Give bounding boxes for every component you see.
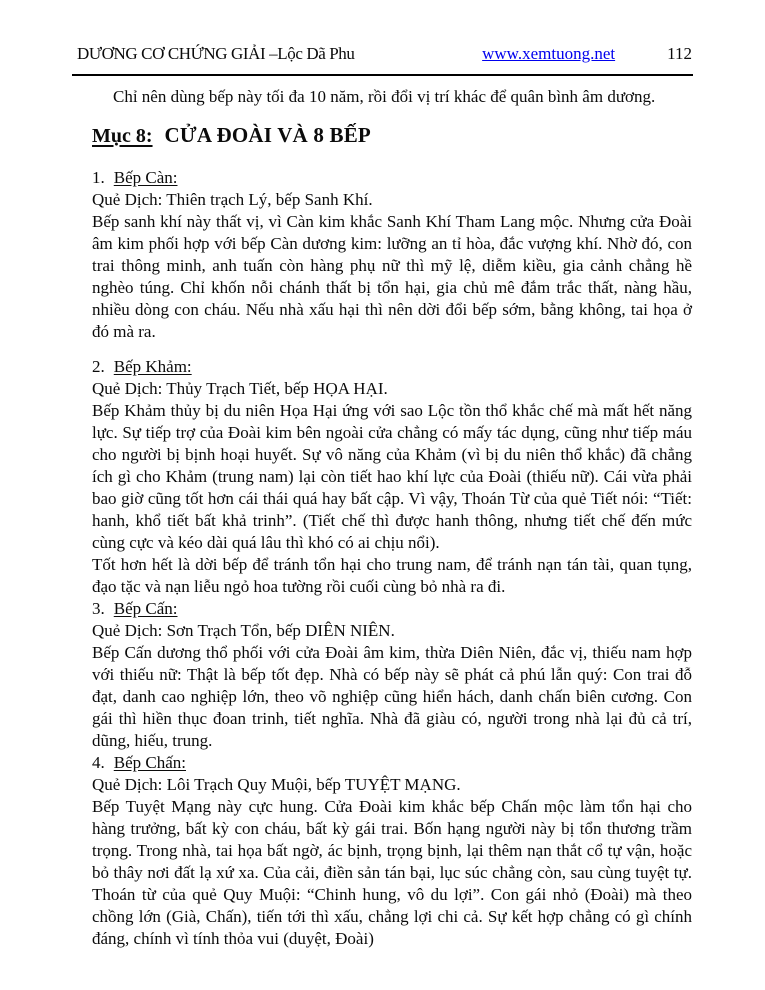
subsection-heading — [92, 598, 692, 620]
website-link[interactable]: www.xemtuong.net — [482, 44, 616, 63]
subsection-name: Bếp Cấn: — [113, 599, 178, 618]
subsection-name: Bếp Khảm: — [113, 357, 192, 376]
que-dich-line: Quẻ Dịch: Thiên trạch Lý, bếp Sanh Khí. — [92, 190, 373, 209]
que-dich-line: Quẻ Dịch: Sơn Trạch Tổn, bếp DIÊN NIÊN. — [92, 621, 395, 640]
page-number: 112 — [667, 44, 692, 63]
subsection-bep-chan — [92, 752, 692, 950]
body-paragraph: Bếp Khảm thủy bị du niên Họa Hại ứng với sao Lộc tồn thổ khắc chế mà mất hết năng lực. Sự tiếp trợ của Đoài kim bên ngoài cửa chẳng có mấy tác dụng, cũng như tiếp máu cho người bị bịnh hoại huyết. Sự vô năng của Khảm (vì bị du niên thổ khắc) đã chẳng ích gì cho Khảm (trung nam) lại còn tiết hao khí lực của Đoài (thiếu nữ). Cái vừa phải bao giờ cũng tốt hơn cái thái quá hay bất cập. Vì vậy, Thoán Từ của quẻ Tiết nói: “Tiết: hanh, khổ tiết bất khả trinh”. (Tiết chế thì được hanh thông, nhưng tiết chế đến mức cùng cực và kéo dài quá lâu thì khó có ai chịu nổi). — [92, 401, 692, 552]
document-title: DƯƠNG CƠ CHỨNG GIẢI –Lộc Dã Phu — [77, 44, 355, 63]
subsection-heading — [92, 356, 692, 378]
subsection-number: 2. — [92, 357, 105, 376]
body-paragraph: Tốt hơn hết là dời bếp để tránh tổn hại cho trung nam, để tránh nạn tán tài, quan tụng, đạo tặc và nạn liễu ngỏ hoa tường rồi cuối cùng bỏ nhà ra đi. — [92, 555, 692, 596]
subsection-heading — [92, 167, 692, 189]
subsection-number: 4. — [92, 753, 105, 772]
body-paragraph: Bếp Tuyệt Mạng này cực hung. Cửa Đoài kim khắc bếp Chấn mộc làm tổn hại cho hàng trưởng, bất kỳ con cháu, bất kỳ gái trai. Bốn hạng người này bị tổn thương trầm trọng. Trong nhà, tai họa bất ngờ, ác bịnh, trọng bịnh, lại thêm nạn thắt cổ tự vận, hoặc bỏ thây nơi đất lạ xứ xa. Của cải, điền sản tán bại, lục súc chẳng còn, sau cùng tuyệt tự. Thoán từ của quẻ Quy Muội: “Chinh hung, vô du lợi”. Con gái nhỏ (Đoài) mà theo chồng lớn (Già, Chấn), tiến tới thì xấu, chẳng lợi chi cả. Sự kết hợp chẳng có gì chính đáng, chính vì tính thỏa vui (duyệt, Đoài) — [92, 797, 692, 948]
que-dich-line: Quẻ Dịch: Thủy Trạch Tiết, bếp HỌA HẠI. — [92, 379, 388, 398]
intro-paragraph: Chỉ nên dùng bếp này tối đa 10 năm, rồi đổi vị trí khác để quân bình âm dương. — [113, 87, 656, 106]
page-header — [77, 44, 692, 64]
subsection-name: Bếp Chấn: — [113, 753, 186, 772]
body-paragraph: Bếp sanh khí này thất vị, vì Càn kim khắc Sanh Khí Tham Lang mộc. Nhưng cửa Đoài âm kim phối hợp với bếp Càn dương kim: lưỡng an tỉ hòa, đắc vượng khí. Nhờ đó, con trai thông minh, anh tuấn còn hàng phụ nữ thì mỹ lệ, diễm kiều, gia cảnh chẳng hề nghèo túng. Chỉ khốn nỗi chánh thất bị tổn hại, gia chủ mê đắm trắc thất, nàng hầu, nhiều dòng con cháu. Nếu nhà xấu hại thì nên dời đổi bếp sớm, bằng không, tai họa ở đó mà ra. — [92, 212, 692, 341]
subsection-number: 1. — [92, 168, 105, 187]
subsection-heading — [92, 752, 692, 774]
document-content — [92, 86, 692, 950]
body-paragraph: Bếp Cấn dương thổ phối với cửa Đoài âm kim, thừa Diên Niên, đắc vị, thiếu nam hợp với thiếu nữ: Thật là bếp tốt đẹp. Nhà có bếp này sẽ phát cả phú lẫn quý: Con trai đỗ đạt, danh cao nghiệp lớn, theo võ nghiệp cũng hiển hách, danh chấn biên cương. Con gái thì hiền thục đoan trinh, tiết nghĩa. Nhà đã giàu có, người trong nhà lại đủ cả trí, dũng, hiếu, trung. — [92, 643, 692, 750]
subsection-bep-canh — [92, 598, 692, 752]
section-heading — [92, 123, 692, 147]
subsection-bep-can — [92, 167, 692, 343]
subsection-name: Bếp Càn: — [113, 168, 178, 187]
que-dich-line: Quẻ Dịch: Lôi Trạch Quy Muội, bếp TUYỆT MẠNG. — [92, 775, 461, 794]
subsection-number: 3. — [92, 599, 105, 618]
subsection-bep-kham — [92, 356, 692, 598]
header-divider — [72, 74, 693, 76]
section-heading-label: Mục 8: — [92, 125, 153, 147]
section-heading-title: CỬA ĐOÀI VÀ 8 BẾP — [164, 123, 371, 147]
